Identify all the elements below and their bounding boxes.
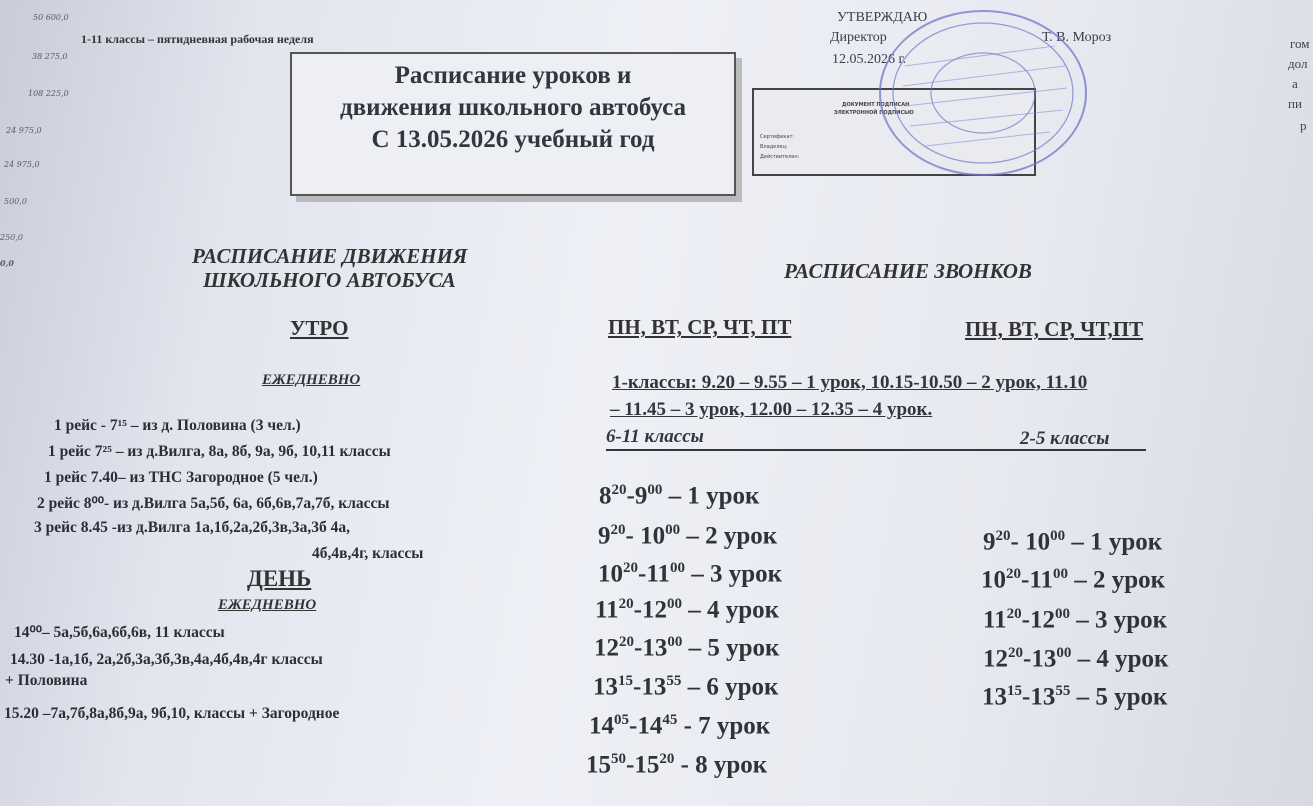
bell-time-part: 14: [589, 712, 614, 740]
bell-time-part: - 10: [625, 522, 666, 550]
esign-subtitle: ЭЛЕКТРОННОЙ ПОДПИСЬЮ: [834, 110, 914, 116]
bell-time-part: - 10: [1010, 528, 1051, 556]
margin-number: 500,0: [4, 197, 27, 206]
bell-time-part: 20: [995, 528, 1011, 544]
bell-time-part: 13: [593, 673, 618, 701]
first-grade-schedule: – 11.45 – 3 урок, 12.00 – 12.35 – 4 урок.: [610, 399, 933, 420]
bell-time-part: – 4 урок: [1071, 645, 1169, 673]
bell-time-part: -11: [1021, 566, 1053, 594]
bell-row: [589, 712, 770, 740]
bell-time-part: 12: [983, 645, 1008, 673]
bus-trip: 4б,4в,4г, классы: [312, 545, 424, 562]
day-daily: ЕЖЕДНЕВНО: [218, 597, 317, 613]
morning-daily: ЕЖЕДНЕВНО: [262, 372, 361, 388]
cropped-text: гом: [1290, 36, 1310, 51]
bell-time-part: – 1 урок: [1065, 528, 1163, 556]
title-line: С 13.05.2026 учебный год: [371, 126, 655, 153]
bell-time-part: 55: [666, 673, 682, 689]
bell-time-part: 00: [665, 522, 681, 538]
title-box: [290, 52, 736, 196]
bell-time-part: 00: [1052, 566, 1068, 582]
bell-time-part: 15: [1007, 683, 1022, 699]
bell-time-part: – 2 урок: [680, 522, 778, 550]
margin-number: 38 275,0: [32, 52, 68, 61]
bell-time-part: 00: [647, 482, 663, 498]
bell-row: [983, 528, 1162, 556]
bell-time-part: 12: [594, 634, 619, 662]
title-line: движения школьного автобуса: [339, 94, 687, 121]
bell-time-part: 05: [614, 712, 629, 728]
bell-time-part: – 1 урок: [662, 482, 760, 510]
bell-row: [598, 560, 782, 588]
first-grade-schedule: 1-классы: 9.20 – 9.55 – 1 урок, 10.15-10.50 – 2 урок, 11.10: [612, 372, 1088, 393]
days-right: ПН, ВТ, СР, ЧТ,ПТ: [965, 317, 1144, 341]
morning-heading: УТРО: [290, 316, 349, 340]
bell-time-part: 20: [623, 560, 638, 576]
bell-time-part: -14: [629, 712, 663, 740]
bell-time-part: 11: [595, 596, 619, 624]
bell-time-part: -13: [1023, 645, 1057, 673]
cropped-text: пи: [1288, 96, 1302, 111]
approval-date: 12.05.2026 г.: [832, 52, 907, 67]
bell-row: [982, 683, 1167, 711]
bell-row: [599, 482, 759, 510]
approval-position: Директор: [830, 30, 887, 45]
bell-time-part: 20: [610, 522, 626, 538]
bell-time-part: -13: [1022, 683, 1056, 711]
bus-trip: 14⁰⁰– 5а,5б,6а,6б,6в, 11 классы: [14, 624, 225, 641]
bell-time-part: -13: [633, 673, 667, 701]
bell-time-part: 45: [662, 712, 678, 728]
bell-time-part: – 6 урок: [681, 673, 779, 701]
bus-trip: 3 рейс 8.45 -из д.Вилга 1а,1б,2а,2б,3в,3а,3б 4а,: [34, 519, 350, 536]
bell-time-part: - 7 урок: [677, 712, 771, 740]
bells-heading: РАСПИСАНИЕ ЗВОНКОВ: [784, 259, 1032, 283]
bell-time-part: 8: [599, 482, 612, 510]
margin-number: 108 225,0: [28, 89, 69, 98]
bell-time-part: 13: [982, 683, 1007, 711]
bus-trip: + Половина: [5, 672, 88, 689]
day-heading: ДЕНЬ: [247, 566, 312, 591]
cropped-text: дол: [1288, 56, 1308, 71]
bell-time-part: 55: [1055, 683, 1071, 699]
bell-time-part: 20: [1006, 606, 1022, 622]
margin-number: 50 600,0: [33, 13, 69, 22]
bell-time-part: 00: [666, 596, 682, 612]
group-left-label: 6-11 классы: [606, 426, 704, 447]
bell-time-part: – 3 урок: [1069, 606, 1168, 634]
bell-time-part: 15: [586, 751, 611, 779]
bell-time-part: 20: [611, 482, 627, 498]
bell-time-part: 00: [1054, 606, 1070, 622]
bell-row: [981, 566, 1165, 594]
bell-row: [983, 606, 1167, 634]
bus-trip: 14.30 -1а,1б, 2а,2б,3а,3б,3в,4а,4б,4в,4г классы: [10, 651, 323, 668]
bell-time-part: – 5 урок: [682, 634, 780, 662]
bell-time-part: 9: [983, 528, 996, 556]
approval-title: УТВЕРЖДАЮ: [837, 10, 928, 25]
bell-time-part: – 5 урок: [1070, 683, 1168, 711]
bell-time-part: 9: [598, 522, 611, 550]
bell-time-part: 10: [981, 566, 1006, 594]
margin-number: 24 975,0: [4, 160, 40, 169]
bell-time-part: - 8 урок: [674, 751, 768, 779]
esign-certificate: Сертификат:: [760, 134, 795, 140]
bell-row: [593, 673, 778, 701]
cropped-text: а: [1292, 76, 1298, 91]
esign-valid: Действителен:: [760, 154, 800, 160]
esign-owner: Владелец:: [760, 144, 788, 150]
bus-trip: 1 рейс 7²⁵ – из д.Вилга, 8а, 8б, 9а, 9б, 10,11 классы: [48, 443, 391, 460]
bell-time-part: 10: [598, 560, 623, 588]
bell-row: [598, 522, 777, 550]
bell-time-part: -9: [626, 482, 648, 510]
bus-trip: 1 рейс 7.40– из ТНС Загородное (5 чел.): [44, 469, 318, 486]
bell-time-part: 11: [983, 606, 1007, 634]
bell-row: [594, 634, 779, 662]
approval-name: Т. В. Мороз: [1042, 30, 1112, 45]
bus-heading: ШКОЛЬНОГО АВТОБУСА: [203, 268, 456, 292]
esign-title: ДОКУМЕНТ ПОДПИСАН: [842, 102, 910, 108]
title-line: Расписание уроков и: [394, 62, 632, 89]
bell-time-part: 00: [1050, 528, 1066, 544]
bus-trip: 1 рейс - 7¹⁵ – из д. Половина (3 чел.): [54, 417, 301, 434]
margin-number: 0,0: [0, 258, 14, 268]
bell-time-part: 20: [1008, 645, 1023, 661]
bell-time-part: 15: [618, 673, 633, 689]
bell-row: [586, 751, 767, 779]
week-note: 1-11 классы – пятидневная рабочая неделя: [81, 32, 314, 46]
bell-row: [983, 645, 1168, 673]
bell-time-part: 50: [611, 751, 626, 767]
bell-time-part: 20: [659, 751, 675, 767]
bell-time-part: -15: [626, 751, 660, 779]
bell-time-part: – 3 урок: [684, 560, 783, 588]
cropped-text: р: [1300, 118, 1307, 133]
bell-time-part: 20: [1006, 566, 1021, 582]
margin-number: 24 975,0: [6, 126, 42, 135]
bus-trip: 2 рейс 8⁰⁰- из д.Вилга 5а,5б, 6а, 6б,6в,7а,7б, классы: [37, 495, 390, 512]
bell-time-part: -12: [633, 596, 667, 624]
bell-time-part: 20: [618, 596, 634, 612]
bell-time-part: – 4 урок: [681, 596, 780, 624]
bell-time-part: – 2 урок: [1067, 566, 1166, 594]
days-left: ПН, ВТ, СР, ЧТ, ПТ: [608, 315, 792, 339]
bell-time-part: -12: [1021, 606, 1055, 634]
group-right-label: 2-5 классы: [1020, 428, 1110, 449]
bell-row: [595, 596, 779, 624]
margin-number: 250,0: [0, 233, 23, 242]
bell-time-part: -13: [634, 634, 668, 662]
official-seal-icon: [875, 6, 1091, 180]
bell-time-part: -11: [638, 560, 670, 588]
bell-time-part: 20: [619, 634, 634, 650]
bell-time-part: 00: [1056, 645, 1072, 661]
bus-heading: РАСПИСАНИЕ ДВИЖЕНИЯ: [192, 244, 468, 268]
bell-time-part: 00: [667, 634, 683, 650]
bell-time-part: 00: [669, 560, 685, 576]
bus-trip: 15.20 –7а,7б,8а,8б,9а, 9б,10, классы + Загородное: [4, 705, 340, 722]
